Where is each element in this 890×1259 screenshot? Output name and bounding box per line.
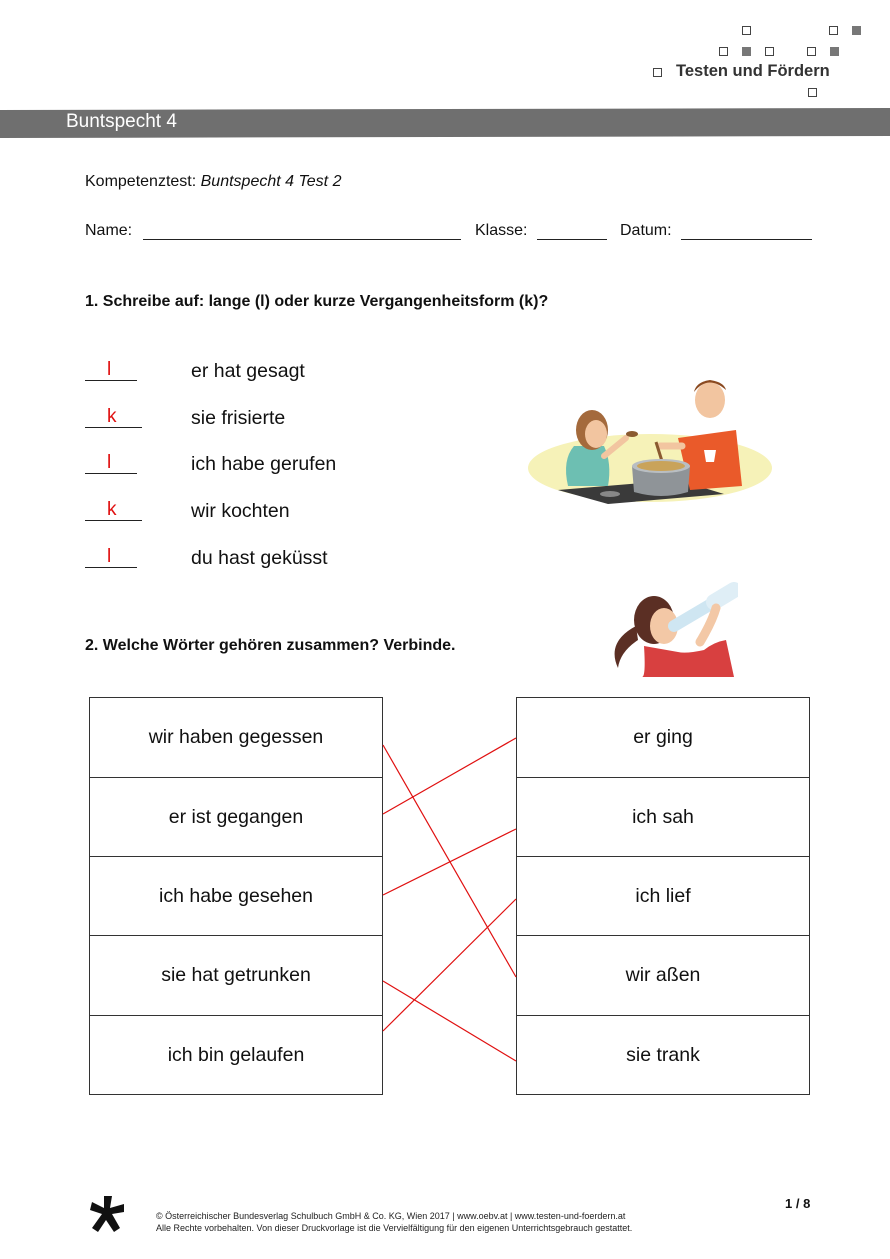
logo-square — [742, 26, 751, 35]
girl-drinking-illustration — [596, 582, 738, 677]
right-cell-text: ich lief — [635, 884, 691, 907]
left-cell-text: ich habe gesehen — [159, 884, 313, 907]
item-text: er hat gesagt — [191, 360, 305, 382]
answer-mark: k — [107, 499, 117, 520]
left-cell[interactable] — [89, 935, 383, 1016]
right-cell-text: ich sah — [632, 805, 694, 828]
test-title-line — [85, 173, 341, 191]
left-cell-text: er ist gegangen — [168, 805, 304, 828]
page-number: 1 / 8 — [785, 1196, 811, 1211]
right-cell[interactable] — [516, 697, 810, 778]
right-cell[interactable] — [516, 777, 810, 857]
answer-mark: l — [107, 546, 112, 567]
test-label: Kompetenztest: — [85, 173, 197, 190]
name-label: Name: — [85, 222, 133, 239]
answer-mark: l — [107, 452, 112, 473]
date-label: Datum: — [620, 222, 672, 239]
right-cell-text: wir aßen — [625, 964, 701, 986]
connection-line — [383, 829, 516, 895]
test-name: Buntspecht 4 Test 2 — [200, 173, 342, 190]
class-label: Klasse: — [475, 222, 528, 239]
left-cell-text: wir haben gegessen — [148, 726, 324, 748]
task2-heading: 2. Welche Wörter gehören zusammen? Verbinde. — [85, 637, 456, 654]
logo-square — [742, 47, 751, 56]
left-cell-text: ich bin gelaufen — [167, 1043, 305, 1066]
logo-square — [808, 88, 817, 97]
answer-mark: k — [107, 406, 117, 427]
item-text: wir kochten — [191, 500, 290, 522]
task1-heading: 1. Schreibe auf: lange (l) oder kurze Vergangenheitsform (k)? — [85, 293, 549, 310]
connection-line — [383, 981, 516, 1061]
left-cell-text: sie hat getrunken — [161, 964, 311, 986]
logo-square — [807, 47, 816, 56]
logo-square — [653, 68, 662, 77]
left-cell[interactable] — [89, 697, 383, 778]
publisher-mark-icon — [90, 1194, 126, 1234]
left-cell[interactable] — [89, 1015, 383, 1095]
date-field[interactable] — [681, 239, 812, 240]
logo-square — [830, 47, 839, 56]
item-text: du hast geküsst — [191, 547, 328, 569]
rights-line: Alle Rechte vorbehalten. Von dieser Druckvorlage ist die Vervielfältigung für den eigenen Unterrichtsgebrauch gestattet. — [156, 1223, 633, 1233]
logo-square — [719, 47, 728, 56]
right-cell-text: sie trank — [626, 1043, 700, 1066]
logo-square — [765, 47, 774, 56]
logo-square — [829, 26, 838, 35]
right-cell[interactable] — [516, 856, 810, 936]
connection-line — [383, 745, 516, 977]
footer-text — [156, 1210, 632, 1234]
right-cell[interactable] — [516, 935, 810, 1016]
answer-mark: l — [107, 359, 112, 380]
student-info-row — [85, 222, 815, 244]
left-cell[interactable] — [89, 856, 383, 936]
connection-line — [383, 738, 516, 814]
right-cell[interactable] — [516, 1015, 810, 1095]
logo-text: Testen und Fördern — [676, 62, 830, 80]
copyright-line: © Österreichischer Bundesverlag Schulbuch GmbH & Co. KG, Wien 2017 | www.oebv.at | www.testen-und-foerdern.at — [156, 1211, 626, 1221]
item-text: ich habe gerufen — [191, 453, 337, 475]
class-field[interactable] — [537, 239, 607, 240]
connection-line — [383, 899, 516, 1031]
item-text: sie frisierte — [191, 407, 286, 429]
left-cell[interactable] — [89, 777, 383, 857]
logo-square — [852, 26, 861, 35]
cooking-children-illustration — [528, 368, 772, 508]
name-field[interactable] — [143, 239, 461, 240]
banner-title: Buntspecht 4 — [66, 111, 177, 132]
right-cell-text: er ging — [633, 726, 693, 748]
